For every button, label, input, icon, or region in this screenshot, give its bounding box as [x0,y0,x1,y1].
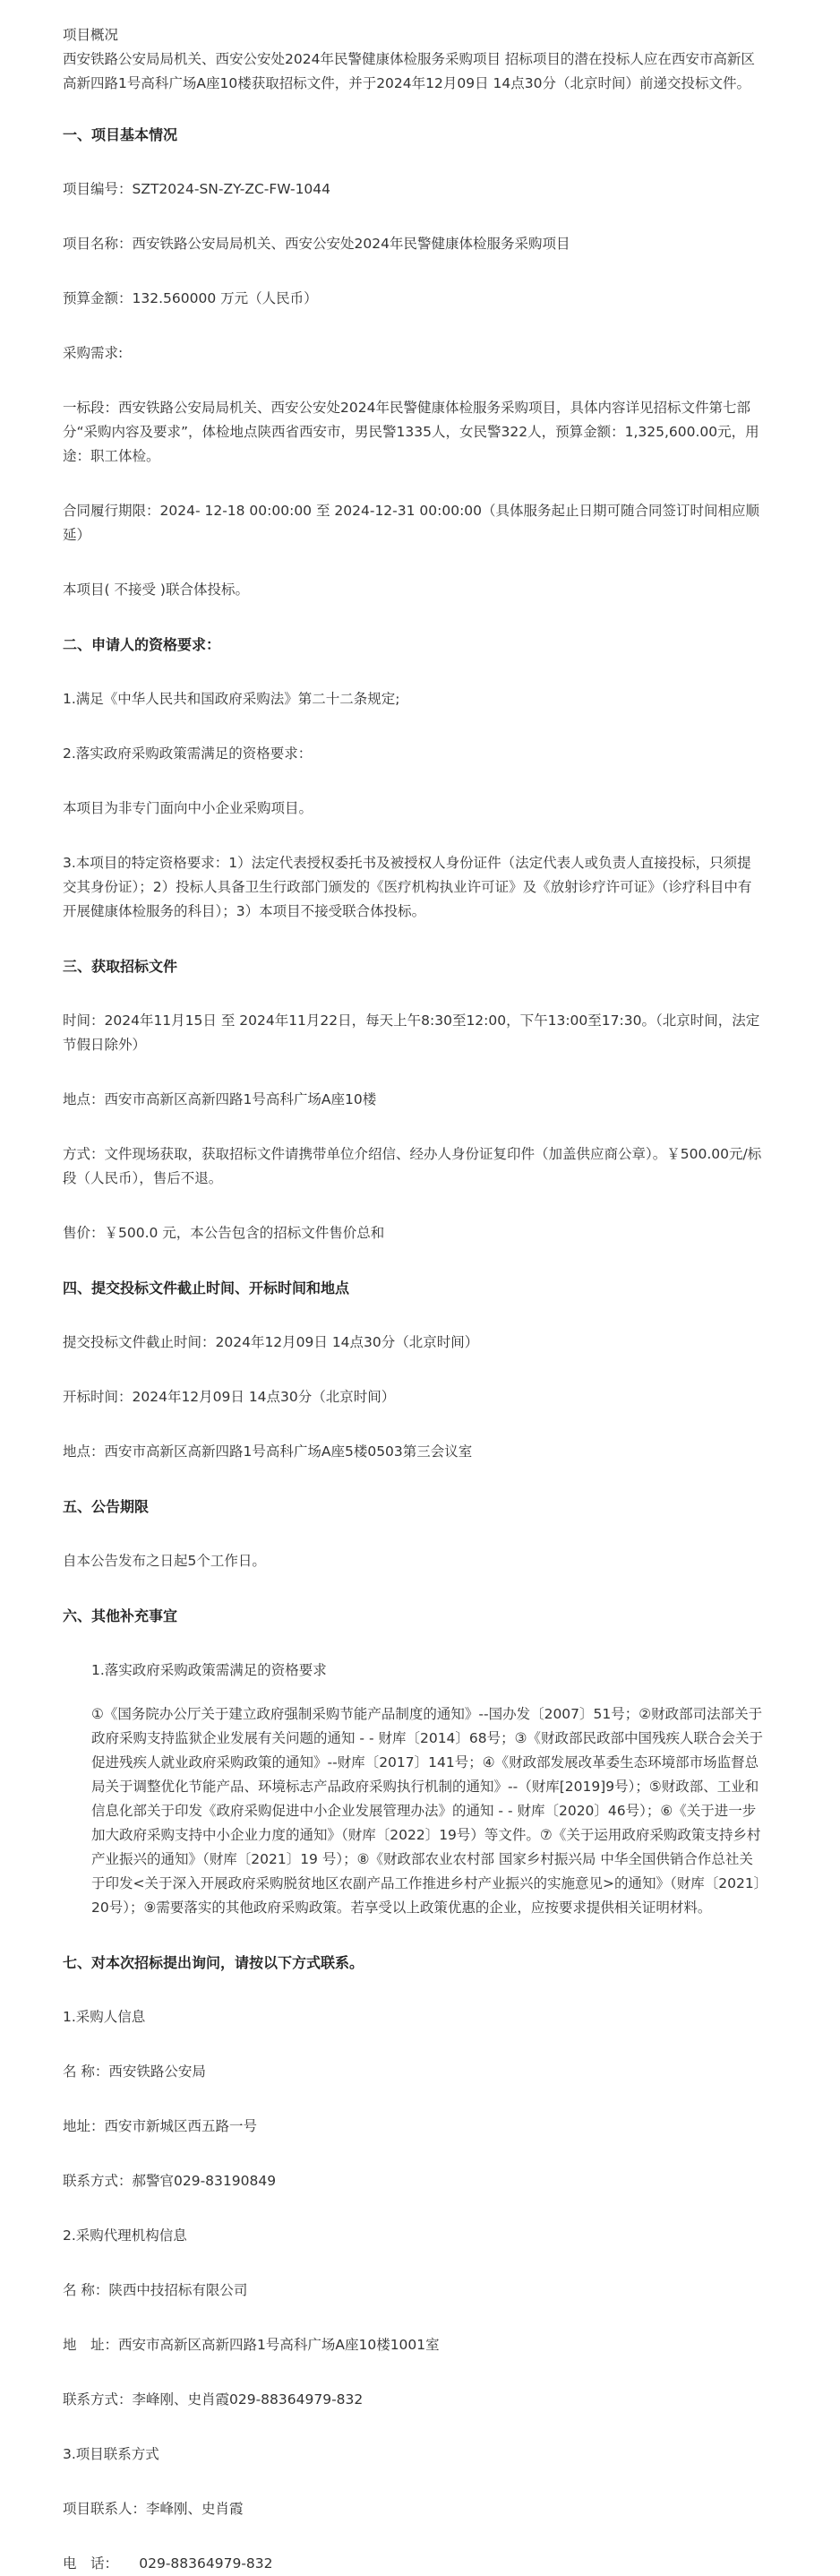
announcement-period: 自本公告发布之日起5个工作日。 [63,1553,266,1569]
buyer-address: 地址：西安市新城区西五路一号 [63,2118,258,2134]
section-6-heading: 六、其他补充事宜 [63,1607,178,1624]
opening-place: 地点：西安市高新区高新四路1号高科广场A座5楼0503第三会议室 [63,1443,473,1460]
consortium-policy: 本项目( 不接受 )联合体投标。 [63,582,249,598]
agency-info-title: 2.采购代理机构信息 [63,2227,187,2244]
section-4-heading: 四、提交投标文件截止时间、开标时间和地点 [63,1279,350,1297]
submission-deadline: 提交投标文件截止时间：2024年12月09日 14点30分（北京时间） [63,1334,479,1350]
lot-1-description: 一标段：西安铁路公安局局机关、西安公安处2024年民警健康体检服务采购项目，具体内容详见招标文件第七部分“采购内容及要求”，体检地点陕西省西安市，男民警1335人，女民警322人，预算金额：1,325,600.00元，用途：职工体检。 [63,400,759,464]
supplementary-subheading: 1.落实政府采购政策需满足的资格要求 [91,1662,327,1678]
buyer-contact: 联系方式：郝警官029-83190849 [63,2173,277,2189]
section-2-heading: 二、申请人的资格要求： [63,636,221,653]
project-contact-title: 3.项目联系方式 [63,2446,159,2462]
buyer-info-title: 1.采购人信息 [63,2009,146,2025]
qualification-item-1: 1.满足《中华人民共和国政府采购法》第二十二条规定; [63,691,400,707]
buyer-name: 名 称：西安铁路公安局 [63,2063,206,2080]
agency-name: 名 称：陕西中技招标有限公司 [63,2282,248,2298]
obtain-time: 时间：2024年11月15日 至 2024年11月22日，每天上午8:30至12:00，下午13:00至17:30。（北京时间，法定节假日除外） [63,1012,760,1053]
budget-amount: 预算金额：132.560000 万元（人民币） [63,290,318,306]
agency-address: 地 址：西安市高新区高新四路1号高科广场A座10楼1001室 [63,2337,440,2353]
overview-body: 西安铁路公安局局机关、西安公安处2024年民警健康体检服务采购项目 招标项目的潜在投标人应在西安市高新区高新四路1号高科广场A座10楼获取招标文件，并于2024年12月09日 14点30分（北京时间）前递交投标文件。 [63,51,755,91]
contract-period: 合同履行期限：2024- 12-18 00:00:00 至 2024-12-31 00:00:00（具体服务起止日期可随合同签订时间相应顺延） [63,503,760,543]
opening-time: 开标时间：2024年12月09日 14点30分（北京时间） [63,1389,396,1405]
agency-contact: 联系方式：李峰刚、史肖霞029-88364979-832 [63,2391,364,2408]
section-1-heading: 一、项目基本情况 [63,126,178,143]
section-7-heading: 七、对本次招标提出询问，请按以下方式联系。 [63,1954,364,1971]
document-price: 售价：￥500.0 元，本公告包含的招标文件售价总和 [63,1225,385,1241]
qualification-item-2: 2.落实政府采购政策需满足的资格要求： [63,745,313,762]
project-name: 项目名称：西安铁路公安局局机关、西安公安处2024年民警健康体检服务采购项目 [63,236,570,252]
qualification-item-3: 3.本项目的特定资格要求：1）法定代表授权委托书及被授权人身份证件（法定代表人或负责人直接投标，只须提交其身份证）；2）投标人具备卫生行政部门颁发的《医疗机构执业许可证》及《放射诊疗许可证》（诊疗科目中有开展健康体检服务的科目）；3）本项目不接受联合体投标。 [63,855,752,919]
qualification-item-2-detail: 本项目为非专门面向中小企业采购项目。 [63,800,313,816]
project-contact-person: 项目联系人：李峰刚、史肖霞 [63,2501,244,2517]
project-phone: 电 话： 029-88364979-832 [63,2555,273,2572]
obtain-place: 地点：西安市高新区高新四路1号高科广场A座10楼 [63,1091,377,1107]
project-number: 项目编号：SZT2024-SN-ZY-ZC-FW-1044 [63,181,331,197]
section-5-heading: 五、公告期限 [63,1498,150,1515]
overview-title: 项目概况 [63,27,119,43]
overview-block [63,23,765,96]
procurement-demand-label: 采购需求: [63,345,124,361]
policy-list: ①《国务院办公厅关于建立政府强制采购节能产品制度的通知》--国办发〔2007〕51号；②财政部司法部关于政府采购支持监狱企业发展有关问题的通知 - - 财库〔2014〕68号；③《财政部民政部中国残疾人联合会关于促进残疾人就业政府采购政策的通知》--财库〔2017〕141号；④《财政部发展改革委生态环境部市场监督总局关于调整优化节能产品、环境标志产品政府采购执行机制的通知》--（财库[2019]9号）；⑤财政部、工业和信息化部关于印发《政府采购促进中小企业发展管理办法》的通知 - - 财库〔2020〕46号）；⑥《关于进一步加大政府采购支持中小企业力度的通知》（财库〔2022〕19号）等文件。⑦《关于运用政府采购政策支持乡村产业振兴的通知》（财库〔2021〕19 号）；⑧《财政部农业农村部 国家乡村振兴局 中华全国供销合作总社关于印发<关于深入开展政府采购脱贫地区农副产品工作推进乡村产业振兴的实施意见>的通知》（财库〔2021〕20号）；⑨需要落实的其他政府采购政策。若享受以上政策优惠的企业，应按要求提供相关证明材料。 [91,1706,764,1916]
section-3-heading: 三、获取招标文件 [63,958,178,975]
obtain-method: 方式：文件现场获取，获取招标文件请携带单位介绍信、经办人身份证复印件（加盖供应商公章）。￥500.00元/标段（人民币），售后不退。 [63,1146,762,1186]
